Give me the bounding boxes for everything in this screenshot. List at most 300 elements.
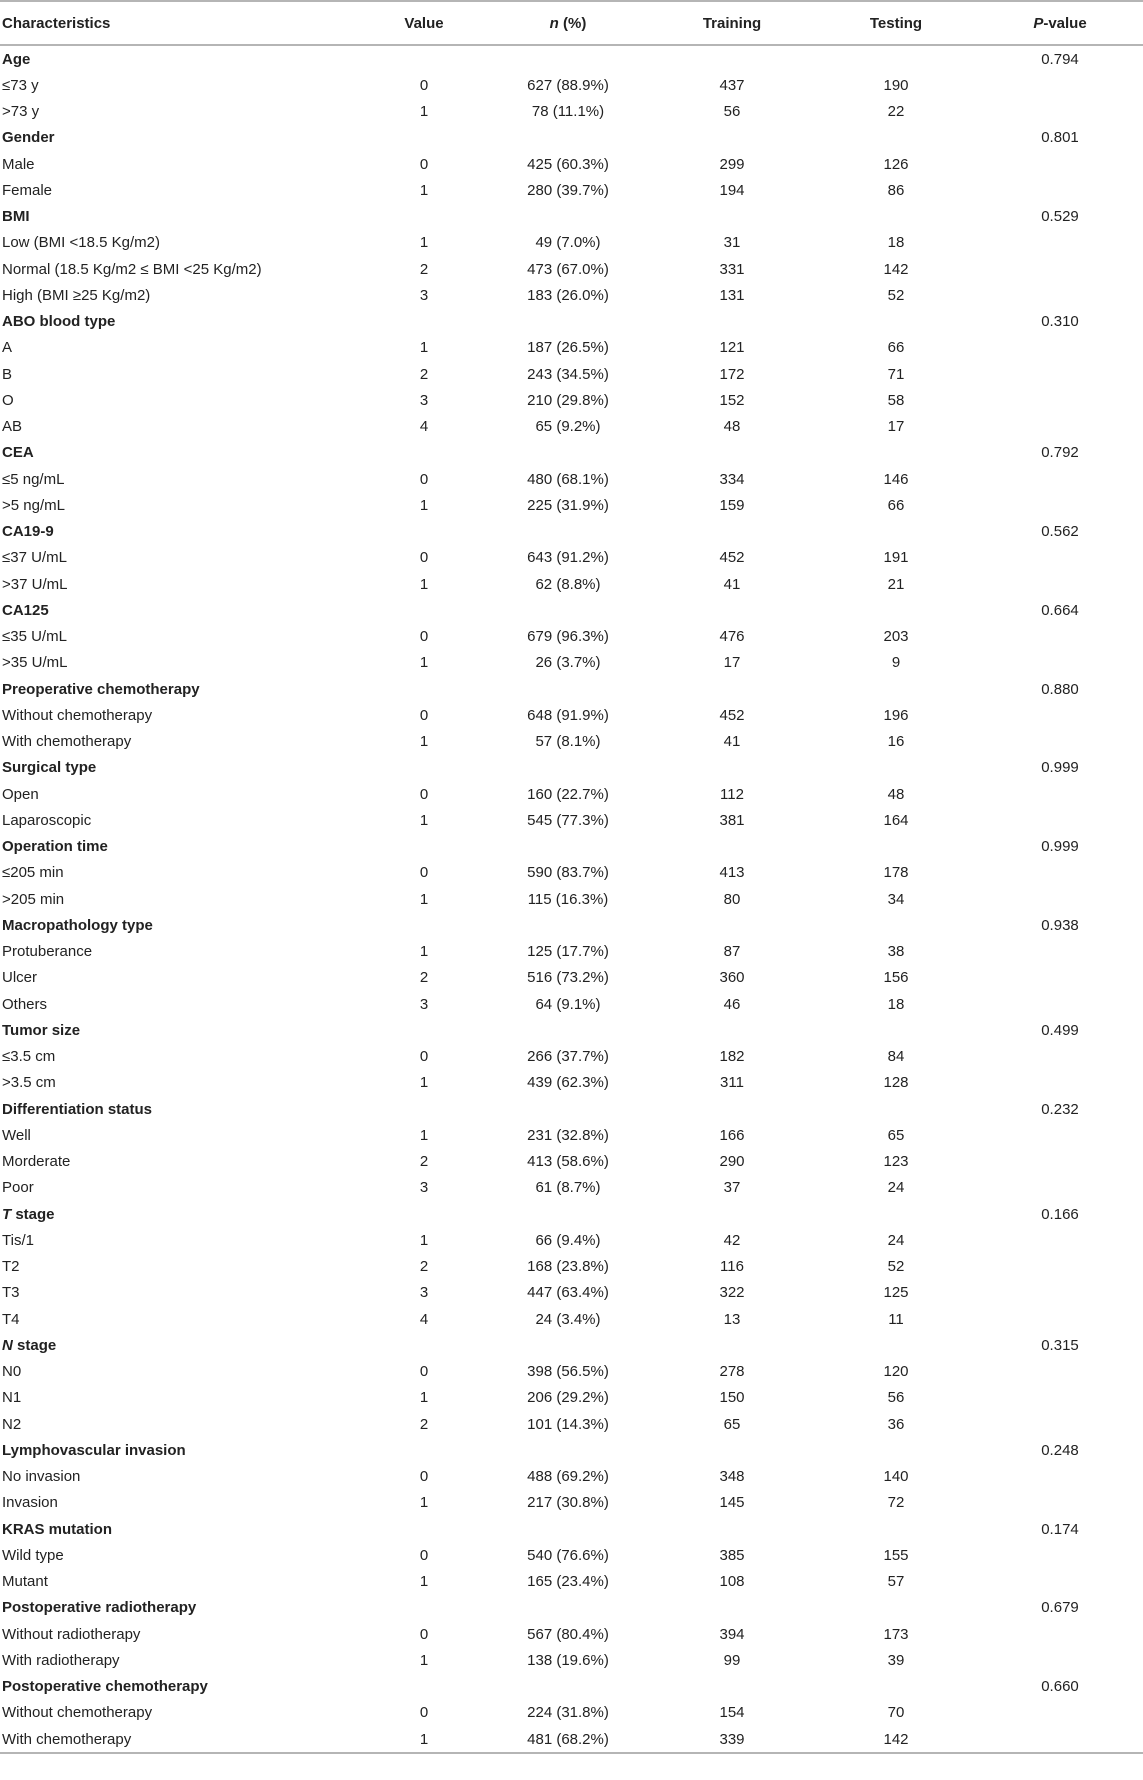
row-training: 99 [723, 1651, 741, 1669]
row-label: >73 y [2, 103, 40, 121]
empty-cell [489, 1096, 647, 1122]
row-testing: 191 [883, 549, 909, 567]
empty-cell [489, 755, 647, 781]
category-row [0, 755, 1143, 781]
row-value: 1 [419, 1573, 429, 1591]
table-row [0, 650, 1143, 676]
row-value: 0 [419, 1468, 429, 1486]
p-value: 0.562 [1041, 523, 1079, 541]
empty-cell [975, 1621, 1143, 1647]
row-testing: 36 [887, 1415, 905, 1433]
table-row [0, 1490, 1143, 1516]
p-value: 0.315 [1041, 1336, 1079, 1354]
row-training: 331 [719, 260, 745, 278]
row-testing: 126 [883, 155, 909, 173]
row-n-percent: 61 (8.7%) [535, 1179, 601, 1197]
empty-cell [489, 834, 647, 860]
row-testing: 11 [888, 1310, 904, 1328]
row-value: 2 [419, 260, 429, 278]
row-label: Female [2, 181, 53, 199]
category-label-text: Macropathology type [2, 916, 153, 934]
row-training: 121 [719, 339, 745, 357]
empty-cell [817, 1201, 975, 1227]
row-testing: 9 [891, 654, 901, 672]
empty-cell [975, 991, 1143, 1017]
empty-cell [975, 1122, 1143, 1148]
category-label-text: Lymphovascular invasion [2, 1441, 186, 1459]
row-training: 322 [719, 1284, 745, 1302]
row-n-percent: 165 (23.4%) [527, 1573, 609, 1591]
row-n-percent: 413 (58.6%) [527, 1153, 609, 1171]
row-label: Low (BMI <18.5 Kg/m2) [2, 234, 160, 252]
row-n-percent: 627 (88.9%) [527, 76, 609, 94]
category-row [0, 834, 1143, 860]
category-label [0, 1437, 359, 1463]
table-row [0, 1122, 1143, 1148]
row-training: 278 [719, 1363, 745, 1381]
category-row [0, 1332, 1143, 1358]
row-label: ≤3.5 cm [2, 1048, 56, 1066]
col-p-italic: P [1033, 14, 1044, 32]
row-testing: 52 [887, 286, 905, 304]
category-label [0, 676, 359, 702]
row-training: 381 [719, 811, 745, 829]
row-value: 1 [419, 1126, 429, 1144]
row-testing: 196 [883, 706, 909, 724]
category-row [0, 519, 1143, 545]
row-training: 334 [719, 470, 745, 488]
row-label: Morderate [2, 1153, 71, 1171]
table-row [0, 282, 1143, 308]
table-row [0, 624, 1143, 650]
empty-cell [359, 912, 489, 938]
table-row [0, 781, 1143, 807]
row-label: Well [2, 1126, 31, 1144]
table-row [0, 466, 1143, 492]
row-n-percent: 266 (37.7%) [527, 1048, 609, 1066]
empty-cell [489, 1595, 647, 1621]
row-value: 0 [419, 706, 429, 724]
col-p-value [975, 1, 1143, 45]
row-value: 1 [419, 811, 429, 829]
row-n-percent: 480 (68.1%) [527, 470, 609, 488]
row-n-percent: 224 (31.8%) [527, 1704, 609, 1722]
row-n-percent: 78 (11.1%) [531, 103, 605, 121]
row-training: 13 [723, 1310, 741, 1328]
row-label: ≤5 ng/mL [2, 470, 65, 488]
empty-cell [489, 1674, 647, 1700]
table-row [0, 72, 1143, 98]
table-row [0, 230, 1143, 256]
category-label [0, 1096, 359, 1122]
empty-cell [975, 939, 1143, 965]
table-row [0, 151, 1143, 177]
p-value: 0.174 [1041, 1520, 1079, 1538]
empty-cell [647, 1096, 817, 1122]
empty-cell [975, 807, 1143, 833]
row-testing: 155 [883, 1546, 909, 1564]
row-label: A [2, 339, 13, 357]
row-value: 3 [419, 1284, 429, 1302]
row-label: Without radiotherapy [2, 1625, 141, 1643]
empty-cell [975, 335, 1143, 361]
row-value: 0 [419, 628, 429, 646]
empty-cell [359, 597, 489, 623]
empty-cell [489, 597, 647, 623]
empty-cell [975, 1359, 1143, 1385]
empty-cell [817, 834, 975, 860]
empty-cell [975, 702, 1143, 728]
empty-cell [489, 125, 647, 151]
row-training: 194 [719, 181, 745, 199]
row-n-percent: 62 (8.8%) [535, 575, 601, 593]
category-label [0, 45, 359, 72]
row-label: High (BMI ≥25 Kg/m2) [2, 286, 151, 304]
row-training: 116 [720, 1258, 744, 1276]
table-row [0, 729, 1143, 755]
empty-cell [975, 387, 1143, 413]
row-testing: 86 [887, 181, 905, 199]
row-training: 154 [719, 1704, 745, 1722]
empty-cell [975, 1175, 1143, 1201]
empty-cell [359, 519, 489, 545]
empty-cell [647, 1516, 817, 1542]
row-testing: 203 [883, 628, 909, 646]
row-label: >5 ng/mL [2, 496, 65, 514]
row-training: 150 [719, 1389, 745, 1407]
empty-cell [359, 1516, 489, 1542]
category-row [0, 1674, 1143, 1700]
row-testing: 125 [883, 1284, 909, 1302]
row-n-percent: 49 (7.0%) [535, 234, 601, 252]
empty-cell [489, 676, 647, 702]
category-label-text: stage [11, 1205, 55, 1223]
row-label: With radiotherapy [2, 1651, 120, 1669]
table-row [0, 1726, 1143, 1753]
category-label [0, 1516, 359, 1542]
empty-cell [975, 781, 1143, 807]
category-label-text: Preoperative chemotherapy [2, 680, 200, 698]
row-n-percent: 567 (80.4%) [527, 1625, 609, 1643]
category-label [0, 597, 359, 623]
empty-cell [975, 1149, 1143, 1175]
empty-cell [975, 151, 1143, 177]
category-label [0, 519, 359, 545]
row-value: 3 [419, 995, 429, 1013]
table-row [0, 545, 1143, 571]
row-training: 87 [723, 943, 741, 961]
row-testing: 17 [887, 418, 905, 436]
empty-cell [647, 1437, 817, 1463]
col-training: Training [647, 1, 817, 45]
empty-cell [489, 309, 647, 335]
table-body [0, 45, 1143, 1753]
row-label: Wild type [2, 1546, 64, 1564]
row-n-percent: 439 (62.3%) [527, 1074, 609, 1092]
p-value: 0.801 [1041, 129, 1079, 147]
category-label [0, 755, 359, 781]
empty-cell [975, 860, 1143, 886]
category-label [0, 1201, 359, 1227]
empty-cell [975, 729, 1143, 755]
table-row [0, 1359, 1143, 1385]
row-testing: 142 [883, 260, 909, 278]
row-testing: 70 [887, 1704, 905, 1722]
row-label: N0 [2, 1363, 22, 1381]
col-n-italic: n [549, 14, 559, 32]
empty-cell [975, 466, 1143, 492]
col-p-rest: -value [1043, 14, 1087, 32]
col-n-rest: (%) [558, 14, 587, 32]
row-training: 360 [719, 969, 745, 987]
row-n-percent: 225 (31.9%) [527, 496, 609, 514]
row-testing: 140 [883, 1468, 909, 1486]
row-label: Ulcer [2, 969, 38, 987]
table-row [0, 387, 1143, 413]
row-testing: 178 [883, 864, 909, 882]
category-label-text: ABO blood type [2, 313, 116, 331]
empty-cell [359, 1674, 489, 1700]
category-label-text: CA125 [2, 601, 49, 619]
category-row [0, 309, 1143, 335]
category-label-text: Differentiation status [2, 1100, 153, 1118]
empty-cell [975, 492, 1143, 518]
row-testing: 71 [887, 365, 905, 383]
table-row [0, 492, 1143, 518]
p-value: 0.660 [1041, 1678, 1079, 1696]
p-value: 0.880 [1041, 680, 1079, 698]
row-value: 1 [419, 181, 429, 199]
empty-cell [975, 1490, 1143, 1516]
category-label-italic: N [2, 1336, 13, 1354]
row-training: 112 [720, 785, 744, 803]
table-row [0, 1411, 1143, 1437]
row-n-percent: 57 (8.1%) [535, 733, 601, 751]
row-n-percent: 643 (91.2%) [527, 549, 609, 567]
p-value: 0.792 [1041, 444, 1079, 462]
empty-cell [817, 204, 975, 230]
row-training: 41 [723, 733, 741, 751]
category-label [0, 309, 359, 335]
category-label [0, 204, 359, 230]
row-training: 290 [719, 1153, 745, 1171]
empty-cell [489, 1017, 647, 1043]
empty-cell [647, 204, 817, 230]
empty-cell [647, 597, 817, 623]
category-row [0, 1096, 1143, 1122]
p-value: 0.794 [1041, 50, 1079, 68]
category-row [0, 597, 1143, 623]
empty-cell [817, 519, 975, 545]
row-label: Normal (18.5 Kg/m2 ≤ BMI <25 Kg/m2) [2, 260, 262, 278]
category-row [0, 1516, 1143, 1542]
empty-cell [647, 519, 817, 545]
row-value: 3 [419, 1179, 429, 1197]
col-value: Value [359, 1, 489, 45]
row-training: 339 [647, 1726, 817, 1753]
category-label-text: BMI [2, 208, 30, 226]
empty-cell [359, 1437, 489, 1463]
empty-cell [975, 256, 1143, 282]
row-n-percent: 679 (96.3%) [527, 628, 609, 646]
empty-cell [359, 834, 489, 860]
row-value: 0 [419, 1048, 429, 1066]
row-label: Male [2, 155, 35, 173]
p-value: 0.679 [1041, 1599, 1079, 1617]
category-label [0, 1595, 359, 1621]
empty-cell [975, 1411, 1143, 1437]
row-value: 0 [419, 549, 429, 567]
row-value: 1 [419, 1494, 429, 1512]
empty-cell [975, 1306, 1143, 1332]
p-value: 0.529 [1041, 208, 1079, 226]
row-testing: 65 [887, 1126, 905, 1144]
col-characteristics: Characteristics [0, 1, 359, 45]
row-label: ≤205 min [2, 864, 64, 882]
category-label-text: Surgical type [2, 759, 97, 777]
table-row [0, 1569, 1143, 1595]
category-label [0, 1674, 359, 1700]
row-testing: 24 [887, 1231, 905, 1249]
row-value: 1 [419, 1389, 429, 1407]
category-label-text: Age [2, 50, 31, 68]
table-row [0, 335, 1143, 361]
row-value: 0 [419, 470, 429, 488]
table-row [0, 256, 1143, 282]
empty-cell [975, 1385, 1143, 1411]
row-label: T2 [2, 1258, 20, 1276]
table-row [0, 860, 1143, 886]
row-testing: 190 [883, 76, 909, 94]
row-training: 452 [719, 549, 745, 567]
empty-cell [975, 1700, 1143, 1726]
p-value: 0.310 [1041, 313, 1079, 331]
empty-cell [817, 1017, 975, 1043]
table-header [0, 1, 1143, 45]
row-label: Poor [2, 1179, 34, 1197]
table-row [0, 1542, 1143, 1568]
row-training: 299 [719, 155, 745, 173]
row-label: N2 [2, 1415, 22, 1433]
category-label-text: stage [12, 1336, 57, 1354]
row-label: >37 U/mL [2, 575, 68, 593]
row-n-percent: 447 (63.4%) [527, 1284, 609, 1302]
row-testing: 24 [887, 1179, 905, 1197]
empty-cell [975, 72, 1143, 98]
row-training: 31 [723, 234, 741, 252]
empty-cell [975, 571, 1143, 597]
category-label-text: Operation time [2, 838, 108, 856]
row-testing: 58 [887, 391, 905, 409]
row-value: 0 [419, 155, 429, 173]
category-label-italic: T [2, 1205, 12, 1223]
row-value: 1 [419, 654, 429, 672]
table-row [0, 177, 1143, 203]
empty-cell [489, 912, 647, 938]
row-training: 17 [723, 654, 741, 672]
p-value: 0.999 [1041, 838, 1079, 856]
row-value: 1 [419, 890, 429, 908]
row-value: 0 [419, 1704, 429, 1722]
empty-cell [647, 440, 817, 466]
empty-cell [817, 755, 975, 781]
row-value: 1 [419, 496, 429, 514]
row-n-percent: 65 (9.2%) [535, 418, 601, 436]
row-n-percent: 26 (3.7%) [535, 654, 601, 672]
row-label: Without chemotherapy [2, 1704, 153, 1722]
table-row [0, 886, 1143, 912]
empty-cell [647, 676, 817, 702]
empty-cell [975, 650, 1143, 676]
empty-cell [489, 204, 647, 230]
row-value: 1 [419, 943, 429, 961]
category-row [0, 45, 1143, 72]
row-n-percent: 540 (76.6%) [527, 1546, 609, 1564]
row-training: 166 [719, 1126, 745, 1144]
row-training: 108 [719, 1573, 745, 1591]
row-training: 48 [723, 418, 741, 436]
empty-cell [975, 1280, 1143, 1306]
row-value: 2 [419, 1258, 429, 1276]
row-testing: 72 [887, 1494, 905, 1512]
row-n-percent: 545 (77.3%) [527, 811, 609, 829]
row-testing: 22 [887, 103, 905, 121]
empty-cell [359, 204, 489, 230]
empty-cell [975, 1070, 1143, 1096]
row-training: 42 [723, 1231, 741, 1249]
row-training: 182 [719, 1048, 745, 1066]
row-value: 0 [419, 785, 429, 803]
row-value: 0 [419, 76, 429, 94]
category-label [0, 912, 359, 938]
row-n-percent: 481 (68.2%) [489, 1726, 647, 1753]
row-n-percent: 183 (26.0%) [527, 286, 609, 304]
category-label [0, 125, 359, 151]
row-label: O [2, 391, 14, 409]
row-training: 476 [719, 628, 745, 646]
empty-cell [647, 1332, 817, 1358]
category-row [0, 204, 1143, 230]
empty-cell [975, 1542, 1143, 1568]
row-n-percent: 210 (29.8%) [527, 391, 609, 409]
category-label [0, 1017, 359, 1043]
row-testing: 56 [887, 1389, 905, 1407]
row-training: 159 [719, 496, 745, 514]
row-testing: 52 [887, 1258, 905, 1276]
row-testing: 57 [887, 1573, 905, 1591]
row-training: 172 [719, 365, 745, 383]
row-testing: 123 [883, 1153, 909, 1171]
row-testing: 84 [887, 1048, 905, 1066]
row-label: Tis/1 [2, 1231, 34, 1249]
category-label-text: Gender [2, 129, 55, 147]
table-row [0, 1175, 1143, 1201]
row-testing: 66 [887, 496, 905, 514]
row-value: 1 [419, 575, 429, 593]
row-value: 0 [419, 1625, 429, 1643]
row-value: 2 [419, 969, 429, 987]
row-n-percent: 398 (56.5%) [527, 1363, 609, 1381]
empty-cell [489, 45, 647, 72]
table-row [0, 702, 1143, 728]
table-row [0, 807, 1143, 833]
category-row [0, 1201, 1143, 1227]
p-value: 0.664 [1041, 601, 1079, 619]
empty-cell [647, 1595, 817, 1621]
empty-cell [975, 1227, 1143, 1253]
table-row [0, 965, 1143, 991]
row-value: 1 [419, 733, 429, 751]
